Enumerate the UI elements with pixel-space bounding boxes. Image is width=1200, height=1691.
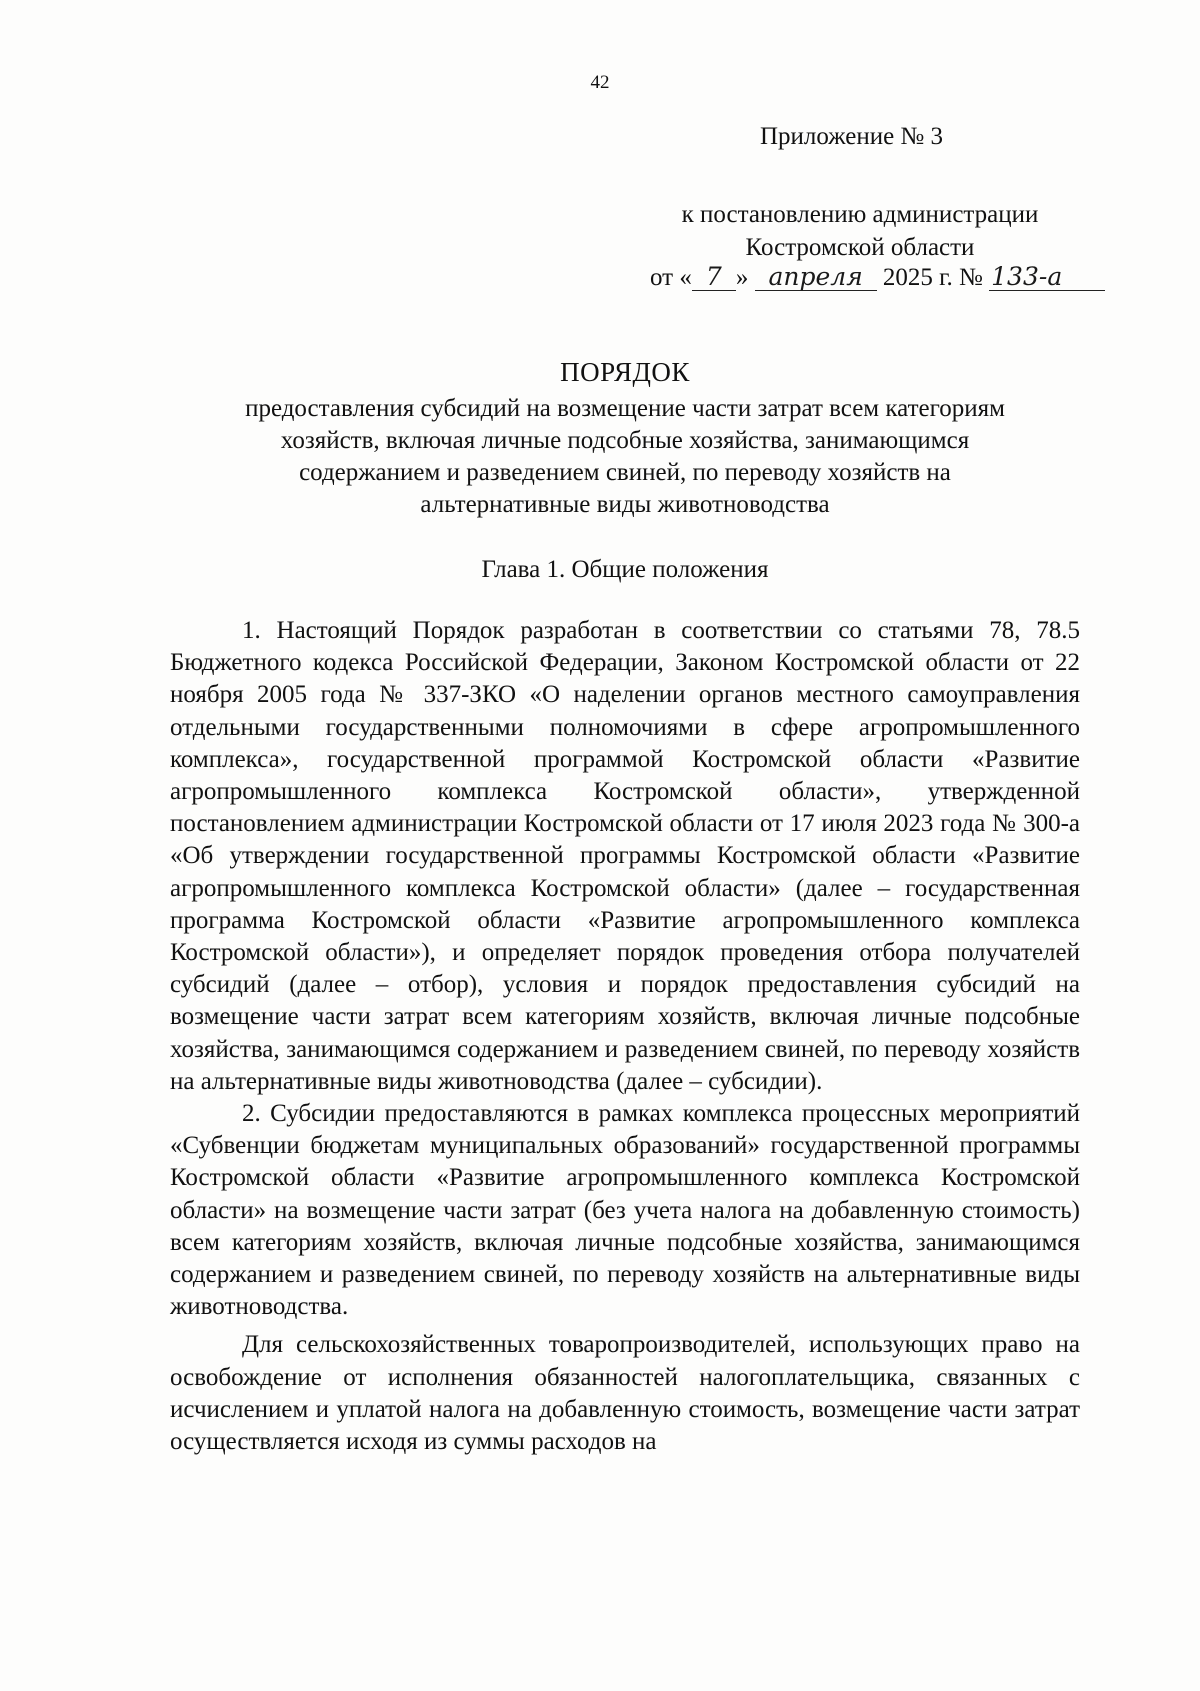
decree-line-1: к постановлению администрации <box>681 201 1039 228</box>
paragraph-1: 1. Настоящий Порядок разработан в соответствии со статьями 78, 78.5 Бюджетного кодекса Российской Федерации, Законом Костромской области от 22 ноября 2005 года № 337-ЗКО «О наделении органов местного самоуправления отдельными государственными полномочиями в сфере агропромышленного комплекса», государственной программой Костромской области «Развитие агропромышленного комплекса Костромской области», утвержденной постановлением администрации Костромской области от 17 июля 2023 года № 300-а «Об утверждении государственной программы Костромской области «Развитие агропромышленного комплекса Костромской области» (далее – государственная программа Костромской области «Развитие агропромышленного комплекса Костромской области»), и определяет порядок проведения отбора получателей субсидий (далее – отбор), условия и порядок предоставления субсидий на возмещение части затрат всем категориям хозяйств, включая личные подсобные хозяйства, занимающимся содержанием и разведением свиней, по переводу хозяйств на альтернативные виды животноводства (далее – субсидии). <box>170 617 1080 1095</box>
decree-date-line <box>650 264 1130 292</box>
handwritten-number: 133-а <box>989 264 1105 291</box>
paragraph-3: Для сельскохозяйственных товаропроизводителей, использующих право на освобождение от исполнения обязанностей налогоплательщика, связанных с исчислением и уплатой налога на добавленную стоимость, возмещение части затрат осуществляется исходя из суммы расходов на <box>170 1331 1080 1456</box>
handwritten-month: апреля <box>755 264 877 291</box>
chapter-heading: Глава 1. Общие положения <box>481 556 769 583</box>
handwritten-day: 7 <box>692 264 736 291</box>
decree-reference <box>640 198 1080 264</box>
decree-line-2: Костромской области <box>745 234 975 261</box>
paragraph-2: 2. Субсидии предоставляются в рамках комплекса процессных мероприятий «Субвенции бюджетам муниципальных образований» государственной программы Костромской области «Развитие агропромышленного комплекса Костромской области» на возмещение части затрат (без учета налога на добавленную стоимость) всем категориям хозяйств, включая личные подсобные хозяйства, занимающимся содержанием и разведением свиней, по переводу хозяйств на альтернативные виды животноводства. <box>170 1100 1080 1321</box>
date-mid: » <box>735 264 749 291</box>
date-prefix: от « <box>650 264 692 291</box>
document-subtitle: предоставления субсидий на возмещение части затрат всем категориям хозяйств, включая личные подсобные хозяйства, занимающимся содержанием и разведением свиней, по переводу хозяйств на альтернативные виды животноводства <box>245 395 1005 518</box>
date-year: 2025 г. № <box>882 264 983 291</box>
document-title: ПОРЯДОК <box>560 357 690 387</box>
appendix-label: Приложение № 3 <box>760 123 944 150</box>
document-body <box>170 615 1080 1458</box>
page-number: 42 <box>590 72 610 93</box>
